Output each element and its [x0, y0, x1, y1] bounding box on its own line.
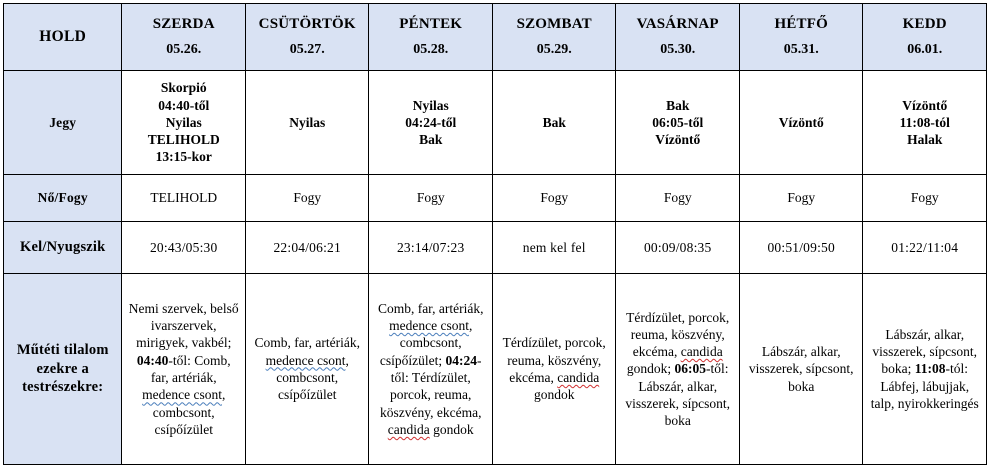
day-date: 05.26. — [166, 42, 202, 58]
table-row-muteti-tilalom — [4, 274, 987, 465]
row-label-kel-nyugszik: Kel/Nyugszik — [4, 222, 122, 274]
text-run: gondok — [429, 421, 474, 437]
day-name: SZERDA — [152, 15, 215, 32]
day-header-cell — [122, 4, 246, 71]
moon-calendar-table — [3, 3, 987, 465]
text-run-blue-wavy: medence csont — [142, 387, 222, 403]
text-run: Lábszár, alkar, visszerek, sípcsont, boka; — [872, 326, 978, 377]
text-run: Comb, far, artériák, — [377, 300, 484, 316]
text-run-bold: 04:24 — [445, 352, 478, 368]
cell-kel-kedd: 01:22/11:04 — [863, 222, 987, 274]
cell-fogy-hetfo: Fogy — [739, 175, 863, 222]
table-row-jegy — [4, 71, 987, 175]
cell-jegy-szombat: Bak — [492, 71, 616, 175]
cell-kel-szombat: nem kel fel — [492, 222, 616, 274]
text-run: -tól: Lábfej, lábujjak, talp, nyirokkeringés — [870, 361, 979, 411]
row-label-jegy: Jegy — [4, 71, 122, 175]
table-row-kel-nyugszik — [4, 222, 987, 274]
cell-tilalom-kedd — [863, 274, 987, 465]
text-run-red-wavy: candida — [557, 370, 600, 385]
day-header-cell — [369, 4, 493, 71]
cell-kel-vasarnap: 00:09/08:35 — [616, 222, 740, 274]
day-name: VASÁRNAP — [636, 15, 719, 32]
day-name: SZOMBAT — [516, 15, 592, 32]
day-header-cell — [492, 4, 616, 71]
cell-tilalom-csutortok — [245, 274, 369, 465]
text-run: Térdízület, porcok, reuma, köszvény, ekcéma, — [626, 309, 730, 360]
corner-label-cell — [4, 4, 122, 71]
text-run-bold: 11:08 — [914, 361, 946, 377]
cell-jegy-kedd: Vízöntő 11:08-tól Halak — [863, 71, 987, 175]
cell-fogy-kedd: Fogy — [863, 175, 987, 222]
cell-jegy-hetfo: Vízöntő — [739, 71, 863, 175]
day-name: HÉTFŐ — [774, 15, 828, 32]
cell-jegy-vasarnap: Bak 06:05-től Vízöntő — [616, 71, 740, 175]
cell-fogy-szombat: Fogy — [492, 175, 616, 222]
text-run-red-wavy: candida — [387, 421, 430, 437]
cell-jegy-szerda: Skorpió 04:40-től Nyilas TELIHOLD 13:15-kor — [122, 71, 246, 175]
cell-tilalom-szombat — [492, 274, 616, 465]
text-run: Lábszár, alkar, visszerek, sípcsont, boka — [748, 344, 854, 394]
table-row-no-fogy — [4, 175, 987, 222]
text-run: , combcsont, csípőízület; — [379, 318, 473, 368]
cell-tilalom-hetfo — [739, 274, 863, 465]
cell-kel-hetfo: 00:51/09:50 — [739, 222, 863, 274]
cell-fogy-csutortok: Fogy — [245, 175, 369, 222]
day-date: 06.01. — [907, 42, 943, 58]
day-header-cell — [863, 4, 987, 71]
day-name: PÉNTEK — [399, 15, 463, 32]
text-run-red-wavy: candida — [680, 344, 723, 360]
day-date: 05.30. — [660, 42, 696, 58]
row-label-muteti-tilalom: Műtéti tilalom ezekre a testrészekre: — [4, 274, 122, 465]
cell-kel-pentek: 23:14/07:23 — [369, 222, 493, 274]
text-run: , combcsont, csípőízület — [152, 387, 226, 437]
text-run: Comb, far, artériák, — [254, 335, 360, 351]
cell-fogy-pentek: Fogy — [369, 175, 493, 222]
text-run-blue-wavy: medence csont — [265, 352, 346, 368]
cell-tilalom-pentek — [369, 274, 493, 465]
text-run-blue-wavy: medence csont — [389, 318, 469, 334]
day-header-cell — [245, 4, 369, 71]
day-date: 05.29. — [536, 42, 572, 58]
day-header-cell — [616, 4, 740, 71]
text-run: Nemi szervek, belső ivarszervek, mirigyek, vakbél; — [128, 300, 239, 351]
day-name: CSÜTÖRTÖK — [258, 15, 356, 32]
day-header-cell — [739, 4, 863, 71]
text-run-bold: 06:05 — [674, 361, 707, 377]
day-date: 05.31. — [783, 42, 819, 58]
cell-tilalom-vasarnap — [616, 274, 740, 465]
text-run: -től: Comb, far, artériák, — [150, 352, 231, 385]
text-run: -től: Térdízület, porcok, reuma, köszvény, ekcéma, — [379, 352, 482, 420]
cell-jegy-csutortok: Nyilas — [245, 71, 369, 175]
cell-jegy-pentek: Nyilas 04:24-től Bak — [369, 71, 493, 175]
cell-kel-csutortok: 22:04/06:21 — [245, 222, 369, 274]
text-run: , combcsont, csípőízület — [276, 352, 349, 403]
text-run: gondok — [533, 387, 575, 403]
text-run: Térdízület, porcok, reuma, köszvény, ekcéma, — [502, 335, 606, 385]
corner-label-text: HOLD — [39, 28, 87, 46]
cell-fogy-vasarnap: Fogy — [616, 175, 740, 222]
moon-calendar-sheet — [3, 3, 987, 464]
cell-kel-szerda: 20:43/05:30 — [122, 222, 246, 274]
day-date: 05.28. — [413, 42, 449, 58]
text-run: gondok; — [626, 361, 675, 377]
row-label-no-fogy: Nő/Fogy — [4, 175, 122, 222]
table-header-row — [4, 4, 987, 71]
day-date: 05.27. — [289, 42, 325, 58]
cell-tilalom-szerda — [122, 274, 246, 465]
cell-fogy-szerda: TELIHOLD — [122, 175, 246, 222]
day-name: KEDD — [902, 15, 947, 32]
text-run: -től: Lábszár, alkar, visszerek, sípcsont, boka — [625, 361, 731, 429]
text-run-bold: 04:40 — [136, 352, 169, 368]
